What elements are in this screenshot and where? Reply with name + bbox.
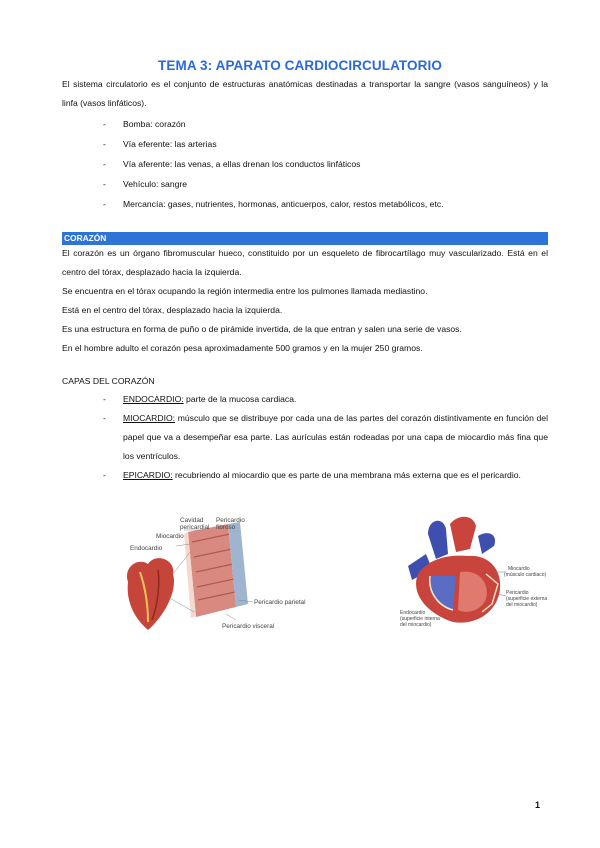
list-item: - Vehículo: sangre xyxy=(103,179,188,189)
heart-section-illustration xyxy=(398,514,553,634)
label-pericardio-right: Pericardio (superficie externa del miocardio) xyxy=(506,590,548,608)
corazon-paragraph: Se encuentra en el tórax ocupando la región intermedia entre los pulmones llamada mediastino. xyxy=(62,286,428,296)
section-heading-capas: CAPAS DEL CORAZÓN xyxy=(62,376,155,386)
vena-cava xyxy=(428,521,448,559)
list-item: - Bomba: corazón xyxy=(103,119,186,129)
corazon-paragraphs xyxy=(62,244,548,358)
page-number: 1 xyxy=(534,800,540,810)
capas-list xyxy=(62,390,548,485)
label-miocardio-right: Miocardio (músculo cardiaco) xyxy=(504,566,547,578)
list-item: - Vía aferente: las venas, a ellas drenan los conductos linfáticos xyxy=(103,159,361,169)
intro-text: El sistema circulatorio es el conjunto de estructuras anatómicas destinadas a transportar la sangre (vasos sanguíneos) y la linfa (vasos linfáticos). xyxy=(62,79,548,108)
label-endocardio: Endocardio xyxy=(130,545,163,552)
list-item-miocardio: - MIOCARDIO: músculo que se distribuye por cada una de las partes del corazón distintivamente en función del papel que va a desempeñar esa parte. Las aurículas están rodeadas por una capa de miocardio más fina que los ventrículos. xyxy=(103,413,548,461)
label-miocardio: Miocardio xyxy=(156,533,184,540)
aorta xyxy=(450,517,476,552)
label-cavidad-pericardial: Cavidad pericardial xyxy=(180,517,210,531)
page-title: TEMA 3: APARATO CARDIOCIRCULATORIO xyxy=(158,58,442,73)
label-pericardio-fibroso: Pericardio fibroso xyxy=(216,517,245,531)
intro-paragraph xyxy=(62,75,548,113)
corazon-paragraph: En el hombre adulto el corazón pesa aproximadamente 500 gramos y en la mujer 250 gramos. xyxy=(62,343,423,353)
corazon-paragraph: El corazón es un órgano fibromuscular hueco, constituido por un esqueleto de fibrocartílago muy vascularizado. Está en el centro del tórax, desplazado hacia la izquierda. xyxy=(62,248,548,277)
heart-layers-illustration xyxy=(118,512,318,637)
section-heading-corazon: CORAZÓN xyxy=(62,232,548,245)
corazon-paragraph: Es una estructura en forma de puño o de pirámide invertida, de la que entran y salen una serie de vasos. xyxy=(62,324,462,334)
heart-layers-figure xyxy=(118,512,318,637)
intro-list xyxy=(62,114,548,214)
list-item-epicardio: - EPICARDIO: recubriendo al miocardio que es parte de una membrana más externa que es el pericardio. xyxy=(103,470,521,480)
heart-shape xyxy=(127,558,174,630)
corazon-paragraph: Está en el centro del tórax, desplazado hacia la izquierda. xyxy=(62,305,283,315)
heart-shape xyxy=(416,556,500,623)
heart-section-figure xyxy=(398,514,553,634)
label-pericardio-parietal: Pericardio parietal xyxy=(254,599,306,606)
label-endocardio-right: Endocardio (superficie interna del miocardio) xyxy=(400,610,440,628)
list-item: - Mercancía: gases, nutrientes, hormonas, anticuerpos, calor, restos metabólicos, etc. xyxy=(103,199,444,209)
list-item: - Vía eferente: las arterias xyxy=(103,139,217,149)
list-item-endocardio: - ENDOCARDIO: parte de la mucosa cardiaca. xyxy=(103,394,297,404)
label-pericardio-visceral: Pericardio visceral xyxy=(222,623,275,630)
